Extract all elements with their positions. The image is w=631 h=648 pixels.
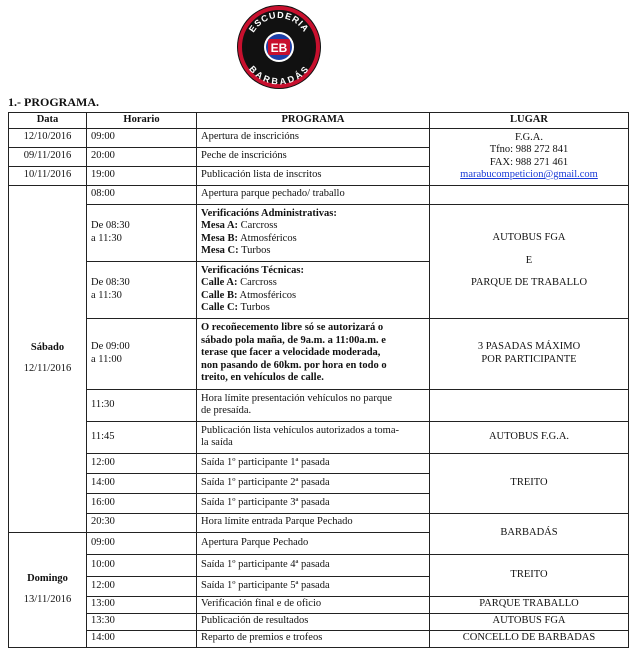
time-cell: 14:00	[87, 630, 197, 647]
place-parque-traballo: PARQUE TRABALLO	[430, 596, 629, 613]
place-autobus-fga: AUTOBUS FGA	[430, 613, 629, 630]
place-empty	[430, 389, 629, 421]
time-cell: 13:30	[87, 613, 197, 630]
header-programa: PROGRAMA	[197, 113, 430, 129]
program-cell: Apertura parque pechado/ traballo	[197, 185, 430, 204]
program-cell: Publicación lista vehículos autorizados a toma- la saída	[197, 421, 430, 453]
program-cell: Verificacións Técnicas: Calle A: Carcross Calle B: Atmosféricos Calle C: Turbos	[197, 261, 430, 318]
table-row	[9, 554, 629, 576]
program-cell: Apertura Parque Pechado	[197, 532, 430, 554]
program-cell: O recoñecemento libre só se autorizará o sábado pola maña, de 9a.m. a 11:00a.m. e terase que facer a velocidade moderada, non pasando de 60km. por hora en todo o treito, en vehículos de calle.	[197, 318, 430, 389]
date-cell: 09/11/2016	[9, 147, 87, 166]
time-cell: 11:30	[87, 389, 197, 421]
time-cell: 14:00	[87, 473, 197, 493]
place-treito: TREITO	[430, 453, 629, 513]
program-cell: Publicación de resultados	[197, 613, 430, 630]
program-cell: Verificación final e de oficio	[197, 596, 430, 613]
date-sunday: Domingo 13/11/2016	[9, 532, 87, 647]
program-cell: Saída 1º participante 4ª pasada	[197, 554, 430, 576]
time-cell: 20:00	[87, 147, 197, 166]
header-horario: Horario	[87, 113, 197, 129]
table-row	[9, 128, 629, 147]
time-cell: 12:00	[87, 576, 197, 596]
place-autobus-parque: AUTOBUS FGA E PARQUE DE TRABALLO	[430, 204, 629, 318]
logo-monogram: EB	[270, 41, 288, 55]
program-cell: Saída 1º participante 5ª pasada	[197, 576, 430, 596]
escuderia-barbadas-logo	[236, 4, 322, 90]
place-empty	[430, 185, 629, 204]
place-fga: F.G.A. Tfno: 988 272 841 FAX: 988 271 461 marabucompeticion@gmail.com	[430, 128, 629, 185]
svg-text:ESCUDERIA: ESCUDERIA	[246, 9, 312, 35]
place-autobus-fga: AUTOBUS F.G.A.	[430, 421, 629, 453]
time-cell: 09:00	[87, 128, 197, 147]
table-row	[9, 630, 629, 647]
table-row	[9, 613, 629, 630]
date-cell: 12/10/2016	[9, 128, 87, 147]
email-link[interactable]: marabucompeticion@gmail.com	[460, 169, 598, 180]
program-cell: Peche de inscricións	[197, 147, 430, 166]
time-cell: 13:00	[87, 596, 197, 613]
program-cell: Hora límite presentación vehículos no parque de presaída.	[197, 389, 430, 421]
program-cell: Publicación lista de inscritos	[197, 166, 430, 185]
table-row	[9, 453, 629, 473]
program-cell: Hora límite entrada Parque Pechado	[197, 513, 430, 532]
place-treito: TREITO	[430, 554, 629, 596]
header-lugar: LUGAR	[430, 113, 629, 129]
place-barbadas: BARBADÁS	[430, 513, 629, 554]
table-header-row	[9, 113, 629, 129]
date-cell: 10/11/2016	[9, 166, 87, 185]
time-cell: 16:00	[87, 493, 197, 513]
table-row	[9, 389, 629, 421]
time-cell: 10:00	[87, 554, 197, 576]
program-cell: Saída 1º participante 2ª pasada	[197, 473, 430, 493]
time-cell: 09:00	[87, 532, 197, 554]
time-cell: 12:00	[87, 453, 197, 473]
section-title: 1.- PROGRAMA.	[8, 95, 99, 109]
time-cell: 11:45	[87, 421, 197, 453]
time-cell: De 08:30 a 11:30	[87, 261, 197, 318]
svg-text:BARBADÁS: BARBADÁS	[247, 63, 311, 87]
table-row	[9, 513, 629, 532]
time-cell: De 08:30 a 11:30	[87, 204, 197, 261]
table-row	[9, 596, 629, 613]
place-pasadas: 3 PASADAS MÁXIMO POR PARTICIPANTE	[430, 318, 629, 389]
time-cell: 19:00	[87, 166, 197, 185]
table-row	[9, 185, 629, 204]
program-cell: Saída 1º participante 3ª pasada	[197, 493, 430, 513]
time-cell: De 09:00 a 11:00	[87, 318, 197, 389]
header-data: Data	[9, 113, 87, 129]
date-saturday: Sábado 12/11/2016	[9, 185, 87, 532]
place-concello: CONCELLO DE BARBADAS	[430, 630, 629, 647]
program-cell: Verificacións Administrativas: Mesa A: Carcross Mesa B: Atmosféricos Mesa C: Turbos	[197, 204, 430, 261]
program-cell: Apertura de inscricións	[197, 128, 430, 147]
table-row	[9, 204, 629, 261]
time-cell: 08:00	[87, 185, 197, 204]
time-cell: 20:30	[87, 513, 197, 532]
table-row	[9, 421, 629, 453]
table-row	[9, 318, 629, 389]
program-cell: Saída 1º participante 1ª pasada	[197, 453, 430, 473]
program-table	[8, 112, 629, 648]
program-cell: Reparto de premios e trofeos	[197, 630, 430, 647]
